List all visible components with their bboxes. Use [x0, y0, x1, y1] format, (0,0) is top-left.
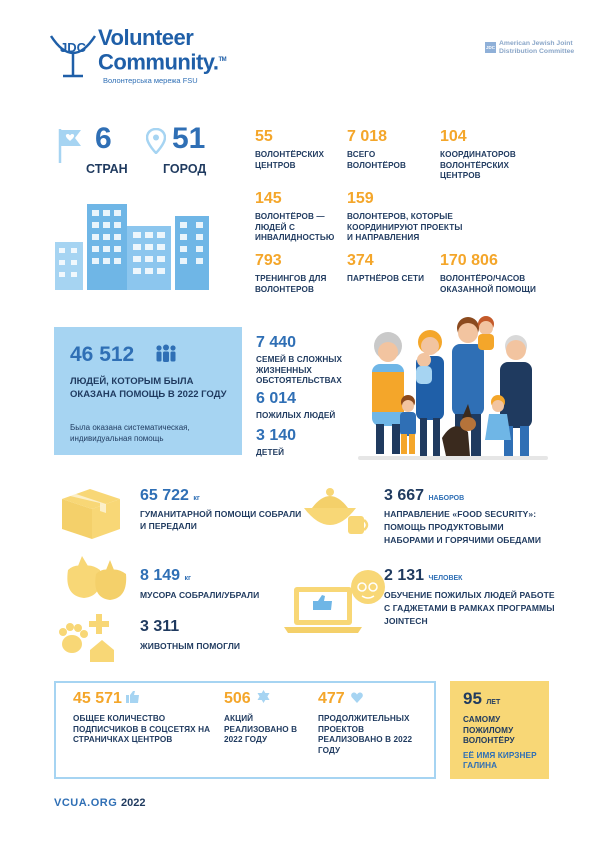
people-group-icon: [155, 344, 177, 367]
subscribers-label: ОБЩЕЕ КОЛИЧЕСТВО ПОДПИСЧИКОВ В СОЦСЕТЯХ НА СТРАНИЧКАХ ЦЕНТРОВ: [73, 714, 211, 744]
activity-unit: кг: [193, 495, 200, 502]
breakdown-label: СЕМЕЙ В СЛОЖНЫХ ЖИЗНЕННЫХ ОБСТОЯТЕЛЬСТВАХ: [256, 355, 343, 385]
stat-volunteer-hours: [440, 252, 550, 295]
oldest-volunteer-stat: [463, 690, 543, 772]
stat-value: 55: [255, 128, 273, 145]
stat-value: 145: [255, 190, 282, 207]
oldest-value: 95: [463, 689, 482, 708]
people-helped-note: Была оказана систематическая, индивидуальная помощь: [70, 423, 190, 443]
food-icon: [300, 480, 375, 545]
stat-value: 7 018: [347, 128, 388, 145]
stat-label: ВОЛОНТЁРСКИХ ЦЕНТРОВ: [255, 150, 325, 170]
stat-value: 159: [347, 190, 374, 207]
stat-partners: [347, 252, 432, 285]
breakdown-label: ПОЖИЛЫХ ЛЮДЕЙ: [256, 411, 336, 420]
stat-value: 170 806: [440, 252, 498, 269]
logo-title-line1: Volunteer: [98, 25, 194, 50]
partner-mark-text: JDC: [485, 45, 495, 50]
actions-value: 506: [224, 690, 251, 707]
activity-humanitarian: [140, 487, 310, 532]
activity-label: ГУМАНИТАРНОЙ ПОМОЩИ СОБРАЛИ И ПЕРЕДАЛИ: [140, 509, 302, 531]
stat-value: 793: [255, 252, 282, 269]
activity-value: 8 149: [140, 567, 181, 584]
cities-label: ГОРОД: [163, 162, 207, 176]
activity-value: 3 667: [384, 487, 425, 504]
breakdown-value: 6 014: [256, 390, 297, 407]
stat-volunteers: [347, 128, 432, 171]
activity-unit: кг: [184, 575, 191, 582]
stat-centers: [255, 128, 345, 171]
stat-disabled-volunteers: [255, 190, 340, 244]
stat-label: ВОЛОНТЁРО/ЧАСОВ ОКАЗАННОЙ ПОМОЩИ: [440, 274, 536, 294]
breakdown-label: ДЕТЕЙ: [256, 448, 285, 457]
actions-label: АКЦИЙ РЕАЛИЗОВАНО В 2022 ГОДУ: [224, 714, 298, 744]
trash-bags-icon: [60, 546, 132, 607]
activity-value: 2 131: [384, 567, 425, 584]
activity-label: ОБУЧЕНИЕ ПОЖИЛЫХ ЛЮДЕЙ РАБОТЕ С ГАДЖЕТАМИ В РАМКАХ ПРОГРАММЫ JOINTECH: [384, 590, 555, 626]
logo-title: [98, 27, 226, 73]
stat-label: КООРДИНАТОРОВ ВОЛОНТЁРСКИХ ЦЕНТРОВ: [440, 150, 516, 180]
activity-label: НАПРАВЛЕНИЕ «FOOD SECURITY»: ПОМОЩЬ ПРОДУКТОВЫМИ НАБОРАМИ И ГОРЯЧИМИ ОБЕДАМИ: [384, 509, 542, 545]
flag-heart-icon: [57, 127, 83, 170]
cities-value: 51: [172, 122, 206, 155]
logo-abbr: JDC: [59, 40, 87, 55]
actions-stat: [224, 690, 304, 746]
stat-value: 104: [440, 128, 467, 145]
countries-value: 6: [95, 122, 112, 155]
stat-coordinators: [440, 128, 550, 182]
heart-icon: [351, 690, 363, 708]
activity-gadgets: [384, 567, 559, 628]
projects-value: 477: [318, 690, 345, 707]
activity-label: ЖИВОТНЫМ ПОМОГЛИ: [140, 641, 241, 651]
projects-label: ПРОДОЛЖИТЕЛЬНЫХ ПРОЕКТОВ РЕАЛИЗОВАНО В 2022 ГОДУ: [318, 714, 413, 755]
people-helped-value: 46 512: [70, 343, 135, 366]
star-of-david-icon: [257, 690, 270, 708]
stat-label: ПАРТНЁРОВ СЕТИ: [347, 274, 425, 283]
jdc-logo: [47, 30, 99, 80]
projects-stat: [318, 690, 428, 756]
breakdown-value: 3 140: [256, 427, 297, 444]
activity-food-security: [384, 487, 554, 547]
subscribers-stat: [73, 690, 213, 746]
oldest-unit: ЛЕТ: [486, 699, 501, 706]
partner-logo-mark: [485, 42, 496, 53]
activity-value: 65 722: [140, 487, 189, 504]
stat-project-coordinators: [347, 190, 467, 244]
logo-subtitle: Волонтерська мережа FSU: [103, 76, 198, 85]
activity-value: 3 311: [140, 618, 180, 635]
paw-icon: [58, 612, 118, 667]
activity-unit: НАБОРОВ: [428, 495, 465, 502]
logo-tm: TM: [218, 57, 227, 63]
partner-name: American Jewish Joint Distribution Committee: [499, 40, 575, 55]
footer-website[interactable]: VCUA.ORG: [54, 797, 118, 809]
box-icon: [56, 483, 126, 546]
family-illustration: [358, 306, 548, 471]
breakdown-value: 7 440: [256, 334, 297, 351]
activity-unit: ЧЕЛОВЕК: [428, 575, 463, 582]
breakdown-children: [256, 427, 356, 459]
thumbs-up-icon: [126, 690, 140, 708]
breakdown-families: [256, 334, 356, 387]
stat-trainings: [255, 252, 340, 295]
logo-title-line2: Community.™: [98, 49, 227, 75]
countries-label: СТРАН: [86, 162, 128, 176]
city-buildings-illustration: [55, 190, 215, 295]
oldest-name: ЕЁ ИМЯ КИРЗНЕР ГАЛИНА: [463, 750, 537, 770]
activity-label: МУСОРА СОБРАЛИ/УБРАЛИ: [140, 590, 260, 600]
subscribers-value: 45 571: [73, 690, 122, 707]
stat-label: ВОЛОНТЁРОВ — ЛЮДЕЙ С ИНВАЛИДНОСТЬЮ: [255, 212, 335, 242]
stat-label: ВСЕГО ВОЛОНТЁРОВ: [347, 150, 407, 170]
stat-value: 374: [347, 252, 374, 269]
people-helped-label: ЛЮДЕЙ, КОТОРЫМ БЫЛА ОКАЗАНА ПОМОЩЬ В 2022 ГОДУ: [70, 376, 227, 400]
breakdown-elderly: [256, 390, 356, 422]
oldest-label: САМОМУ ПОЖИЛОМУ ВОЛОНТЁРУ: [463, 715, 515, 745]
stat-label: ВОЛОНТЕРОВ, КОТОРЫЕ КООРДИНИРУЮТ ПРОЕКТЫ И НАПРАВЛЕНИЯ: [347, 212, 463, 242]
activity-animals: [140, 618, 310, 652]
location-pin-icon: [146, 128, 166, 159]
footer-year: 2022: [121, 797, 146, 809]
stat-label: ТРЕНИНГОВ ДЛЯ ВОЛОНТЕРОВ: [255, 274, 327, 294]
